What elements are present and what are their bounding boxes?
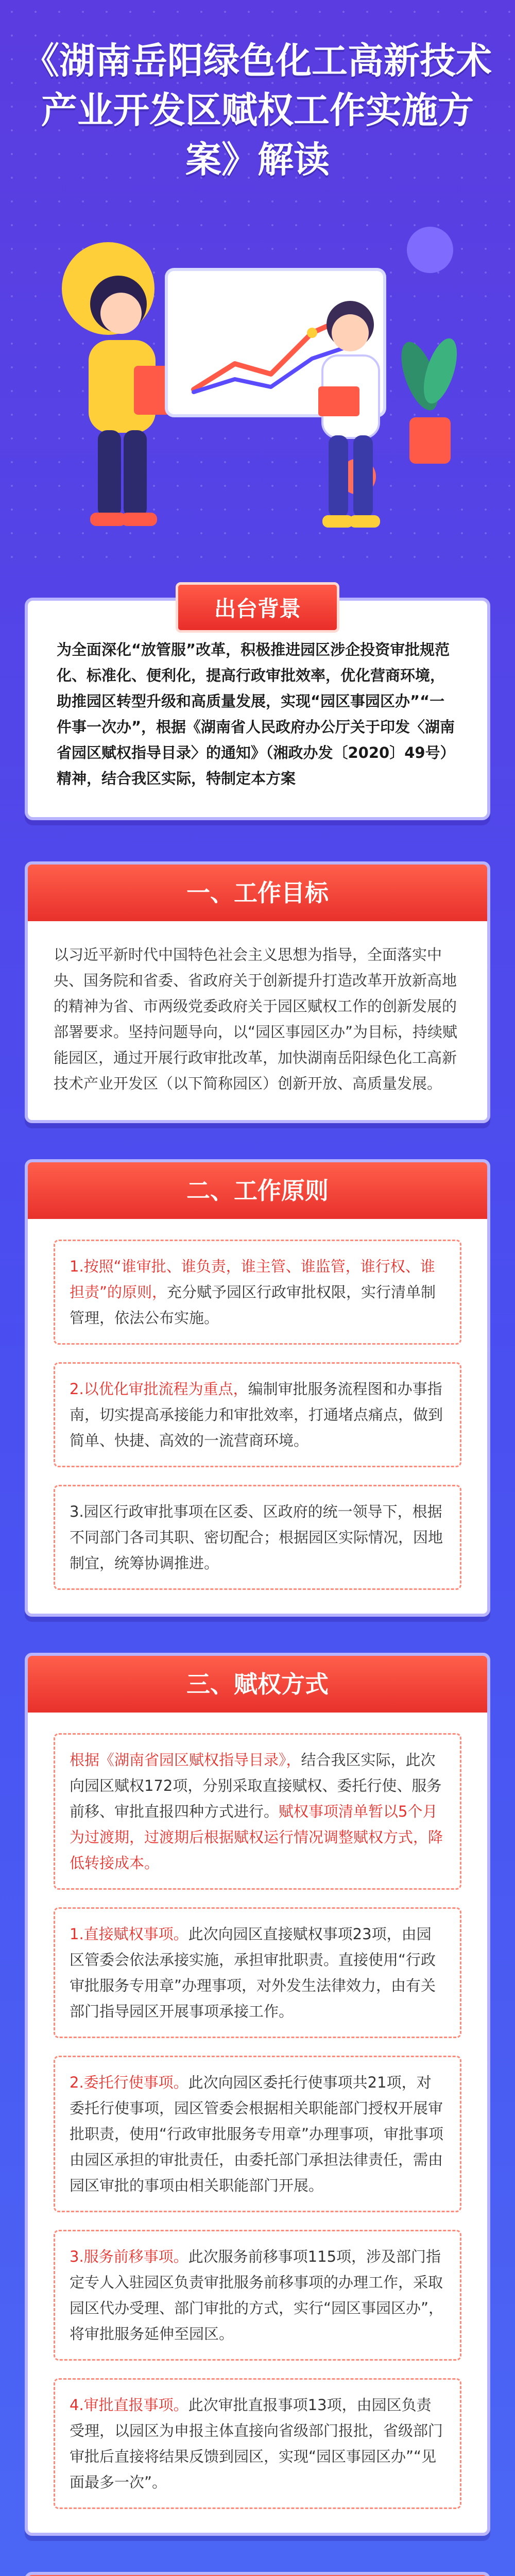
item-lead: 2.委托行使事项。 xyxy=(70,2074,188,2091)
intro-block xyxy=(54,1733,461,1890)
list-item xyxy=(54,2056,461,2212)
section-title: 三、赋权方式 xyxy=(28,1656,487,1713)
item-lead: 2.以优化审批流程为重点， xyxy=(70,1380,248,1398)
background-card xyxy=(25,598,490,820)
section-title: 一、工作目标 xyxy=(28,865,487,921)
list-item xyxy=(54,1240,461,1345)
item-lead: 1.按照“谁审批、谁负责，谁主管、谁监管，谁行权、谁担责”的原则， xyxy=(70,1258,435,1301)
background-badge: 出台背景 xyxy=(176,582,339,633)
intro-body: 结合我区实际，此次向园区赋权172项，分别采取直接赋权、委托行使、服务前移、审批直报四种方式进行。 xyxy=(70,1751,442,1820)
item-lead: 4.审批直报事项。 xyxy=(70,2396,188,2414)
section-work-principles xyxy=(25,1159,490,1617)
section-work-goals xyxy=(25,861,490,1123)
section-work-requirements xyxy=(25,2572,490,2576)
decor-blob xyxy=(407,227,453,273)
item-body: 此次审批直报事项13项，由园区负责受理，以园区为申报主体直接向省级部门报批，省级部门审批后直接将结果反馈到园区，实现“园区事园区办”“见面最多一次”。 xyxy=(70,2396,443,2491)
work-goals-text: 以习近平新时代中国特色社会主义思想为指导，全面落实中央、国务院和省委、省政府关于创新提升打造改革开放新高地的精神为省、市两级党委政府关于园区赋权工作的创新发展的部署要求。坚持问题导向，以“园区事园区办”为目标，持续赋能园区，通过开展行政审批改革，加快湖南岳阳绿色化工高新技术产业开发区（以下简称园区）创新开放、高质量发展。 xyxy=(54,946,458,1092)
item-body: 充分赋予园区行政审批权限，实行清单制管理，依法公布实施。 xyxy=(70,1283,436,1327)
intro-lead: 根据《湖南省园区赋权指导目录》， xyxy=(70,1751,301,1769)
list-item xyxy=(54,1907,461,2038)
section-empowerment-methods xyxy=(25,1653,490,2536)
hero-banner xyxy=(0,0,515,577)
potted-plant-illustration xyxy=(391,335,469,469)
list-item xyxy=(54,1485,461,1590)
list-item xyxy=(54,2230,461,2361)
intro-highlight: 赋权事项清单暂以5个月为过渡期，过渡期后根据赋权运行情况调整赋权方式，降低转接成本。 xyxy=(70,1803,443,1872)
item-lead: 1.直接赋权事项。 xyxy=(70,1925,188,1943)
background-text: 为全面深化“放管服”改革，积极推进园区涉企投资审批规范化、标准化、便利化，提高行政审批效率，优化营商环境，助推园区转型升级和高质量发展，实现“园区事园区办”“一件事一次办”，根据《湖南省人民政府办公厅关于印发〈湖南省园区赋权指导目录〉的通知》（湘政办发〔2020〕49号）精神，结合我区实际，特制定本方案 xyxy=(57,641,455,787)
page-title: 《湖南岳阳绿色化工高新技术产业开发区赋权工作实施方案》解读 xyxy=(23,40,492,181)
item-body: 园区行政审批事项在区委、区政府的统一领导下，根据不同部门各司其职、密切配合；根据园区实际情况，因地制宜，统筹协调推进。 xyxy=(70,1503,443,1572)
item-lead: 3. xyxy=(70,1503,84,1520)
list-item xyxy=(54,2378,461,2509)
section-title: 二、工作原则 xyxy=(28,1162,487,1219)
list-item xyxy=(54,1362,461,1467)
item-body: 编制审批服务流程图和办事指南，切实提高承接能力和审批效率，打通堵点痛点，做到简单、快捷、高效的一流营商环境。 xyxy=(70,1380,443,1449)
item-body: 此次服务前移事项115项，涉及部门指定专人入驻园区负责审批服务前移事项的办理工作，采取园区代办受理、部门审批的方式，实行“园区事园区办”，将审批服务延伸至园区。 xyxy=(70,2248,444,2343)
item-body: 此次向园区委托行使事项共21项，对委托行使事项，园区管委会根据相关职能部门授权开展审批职责，使用“行政审批服务专用章”办理事项，审批事项由园区承担的审批责任，由委托部门承担法律责任，需由园区审批的事项由相关职能部门开展。 xyxy=(70,2074,444,2194)
item-lead: 3.服务前移事项。 xyxy=(70,2248,188,2265)
item-body: 此次向园区直接赋权事项23项，由园区管委会依法承接实施，承担审批职责。直接使用“行政审批服务专用章”办理事项，对外发生法律效力，由有关部门指导园区开展事项承接工作。 xyxy=(70,1925,436,2020)
